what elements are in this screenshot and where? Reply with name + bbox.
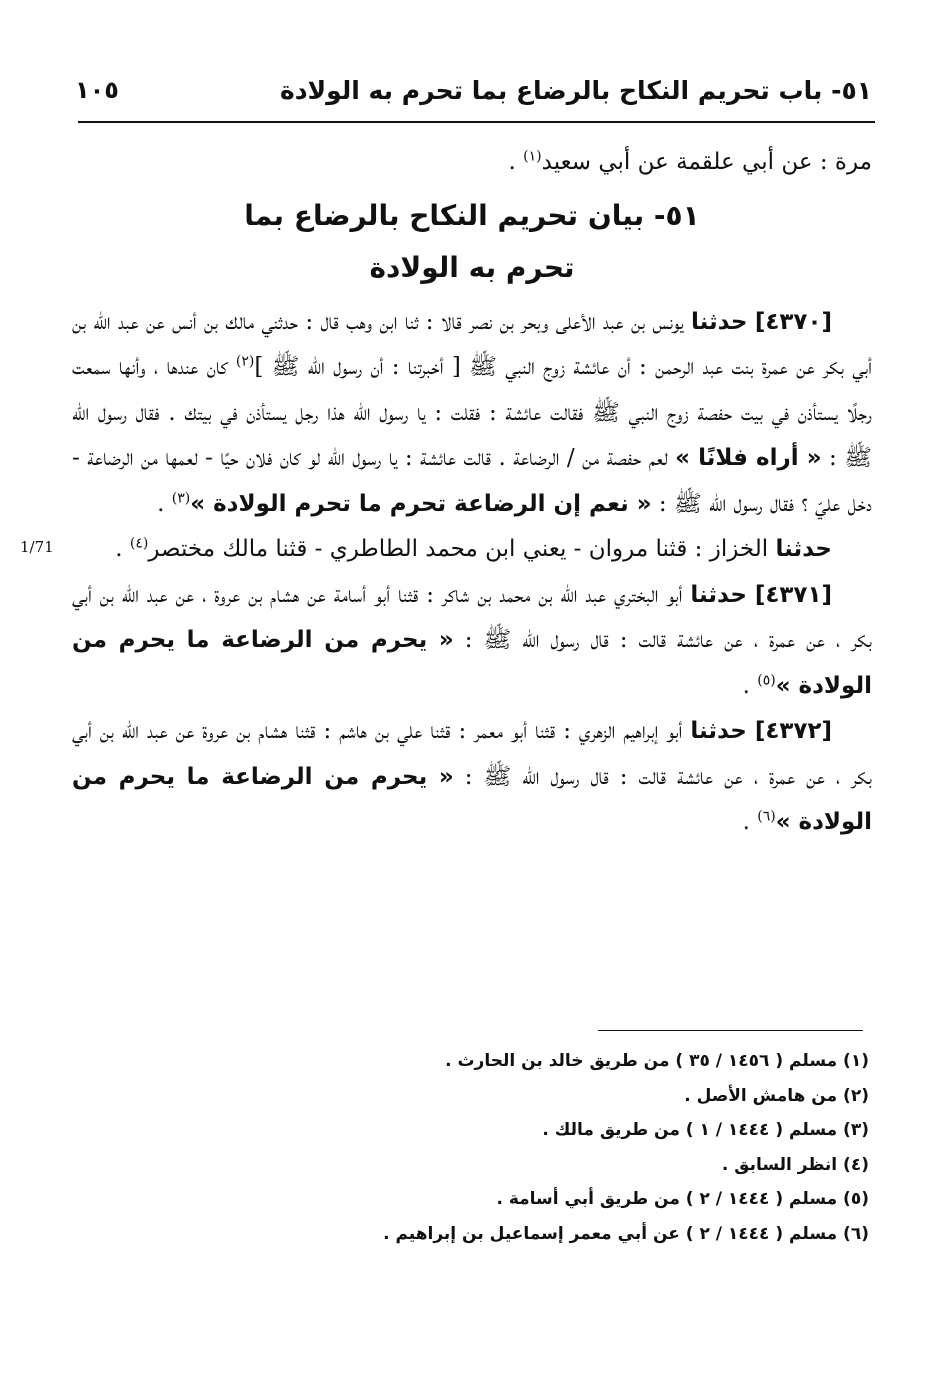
sentence-end: . (115, 536, 130, 562)
page-header (75, 66, 872, 114)
footnotes (200, 1044, 869, 1251)
hadith-opener: حدثنا (690, 718, 747, 744)
hadith-4370 (72, 300, 872, 528)
hadith-opener: حدثنا (775, 536, 832, 562)
hadith-text: يونس بن عبد الأعلى وبحر بن نصر قالا : ثنا ابن وهب قال : حدثني مالك بن أنس عن عبد الله بن أبي بكر عن عمرة بنت عبد الرحمن : أن عائشة زوج النبي ﷺ [ أخبرتنا : أن رسول الله ﷺ ] (72, 308, 872, 380)
prophetic-quote: « يحرم من الرضاعة ما يحرم من الولادة » (72, 763, 872, 835)
hadith-number: [٤٣٧٠] (754, 308, 833, 335)
lead-line (72, 140, 872, 186)
main-text (72, 140, 872, 846)
footnote-divider (598, 1030, 863, 1031)
page-number: ١٠٥ (75, 76, 119, 104)
footnote-ref-6: (٦) (757, 808, 776, 825)
chapter-heading-line2: تحرم به الولادة (369, 250, 575, 284)
footnote-4: (٤) انظر السابق . (721, 1154, 869, 1175)
hadith-text: أبو إبراهيم الزهري : قثنا أبو معمر : قثنا علي بن هاشم : قثنا هشام بن عروة عن عبد الله بن أبي بكر ، عن عمرة ، عن عائشة قالت : قال رسول الله ﷺ : (72, 718, 873, 790)
footnote-ref-1: (١) (523, 148, 542, 165)
footnote-5: (٥) مسلم ( ١٤٤٤ / ٢ ) من طريق أبي أسامة . (496, 1189, 869, 1209)
manuscript-margin-reference: 1/71 (20, 538, 54, 556)
prophetic-quote: « نعم إن الرضاعة تحرم ما تحرم الولادة » (190, 490, 652, 517)
header-divider (78, 121, 875, 123)
prophetic-quote: « يحرم من الرضاعة ما يحرم من الولادة » (72, 627, 872, 699)
hadith-4371 (72, 573, 872, 710)
hadith-number: [٤٣٧١] (754, 581, 833, 608)
hadith-opener: حدثنا (690, 581, 747, 608)
footnote-6: (٦) مسلم ( ١٤٤٤ / ٢ ) عن أبي معمر إسماعيل بن إبراهيم . (383, 1223, 869, 1244)
hadith-text: أبو البختري عبد الله بن محمد بن شاكر : قثنا أبو أسامة عن هشام بن عروة ، عن عبد الله بن أبي بكر ، عن عمرة ، عن عائشة قالت : قال رسول الله ﷺ : (72, 581, 873, 653)
sentence-end: . (742, 672, 758, 699)
hadith-4372 (72, 709, 872, 846)
footnote-ref-2: (٢) (235, 353, 255, 370)
footnote-2: (٢) من هامش الأصل . (684, 1085, 869, 1106)
footnote-ref-5: (٥) (757, 671, 776, 688)
footnote-ref-3: (٣) (171, 489, 191, 506)
prophetic-quote: « أراه فلانًا » (675, 445, 822, 471)
hadith-number: [٤٣٧٢] (754, 718, 832, 744)
hadith-opener: حدثنا (690, 308, 748, 335)
sentence-end: . (157, 490, 172, 517)
hadith-khazzaz (72, 527, 872, 573)
lead-line-end: . (508, 149, 524, 175)
chapter-heading (72, 190, 872, 294)
footnote-ref-4: (٤) (129, 535, 149, 552)
footnote-1: (١) مسلم ( ١٤٥٦ / ٣٥ ) من طريق خالد بن الحارث . (445, 1051, 869, 1071)
chapter-heading-line1: ٥١- بيان تحريم النكاح بالرضاع بما (244, 198, 700, 232)
hadith-text: الخزاز : قثنا مروان - يعني ابن محمد الطاطري - قثنا مالك مختصر (148, 536, 769, 562)
hadith-text: لعم حفصة من / الرضاعة . قالت عائشة : يا رسول الله لو كان فلان حيًا - لعمها من الرضاعة - دخل عليّ ؟ فقال رسول الله ﷺ : (72, 445, 872, 517)
running-title: ٥١- باب تحريم النكاح بالرضاع بما تحرم به الولادة (279, 75, 872, 105)
sentence-end: . (742, 809, 758, 835)
hadith-text: كان عندها ، وأنها سمعت رجلًا يستأذن في بيت حفصة زوج النبي ﷺ فقالت عائشة : فقلت : يا رسول الله هذا رجل يستأذن في بيتك . فقال رسول الله ﷺ : (72, 354, 872, 471)
footnote-3: (٣) مسلم ( ١٤٤٤ / ١ ) من طريق مالك . (542, 1120, 869, 1140)
lead-line-text: مرة : عن أبي علقمة عن أبي سعيد (541, 149, 872, 175)
